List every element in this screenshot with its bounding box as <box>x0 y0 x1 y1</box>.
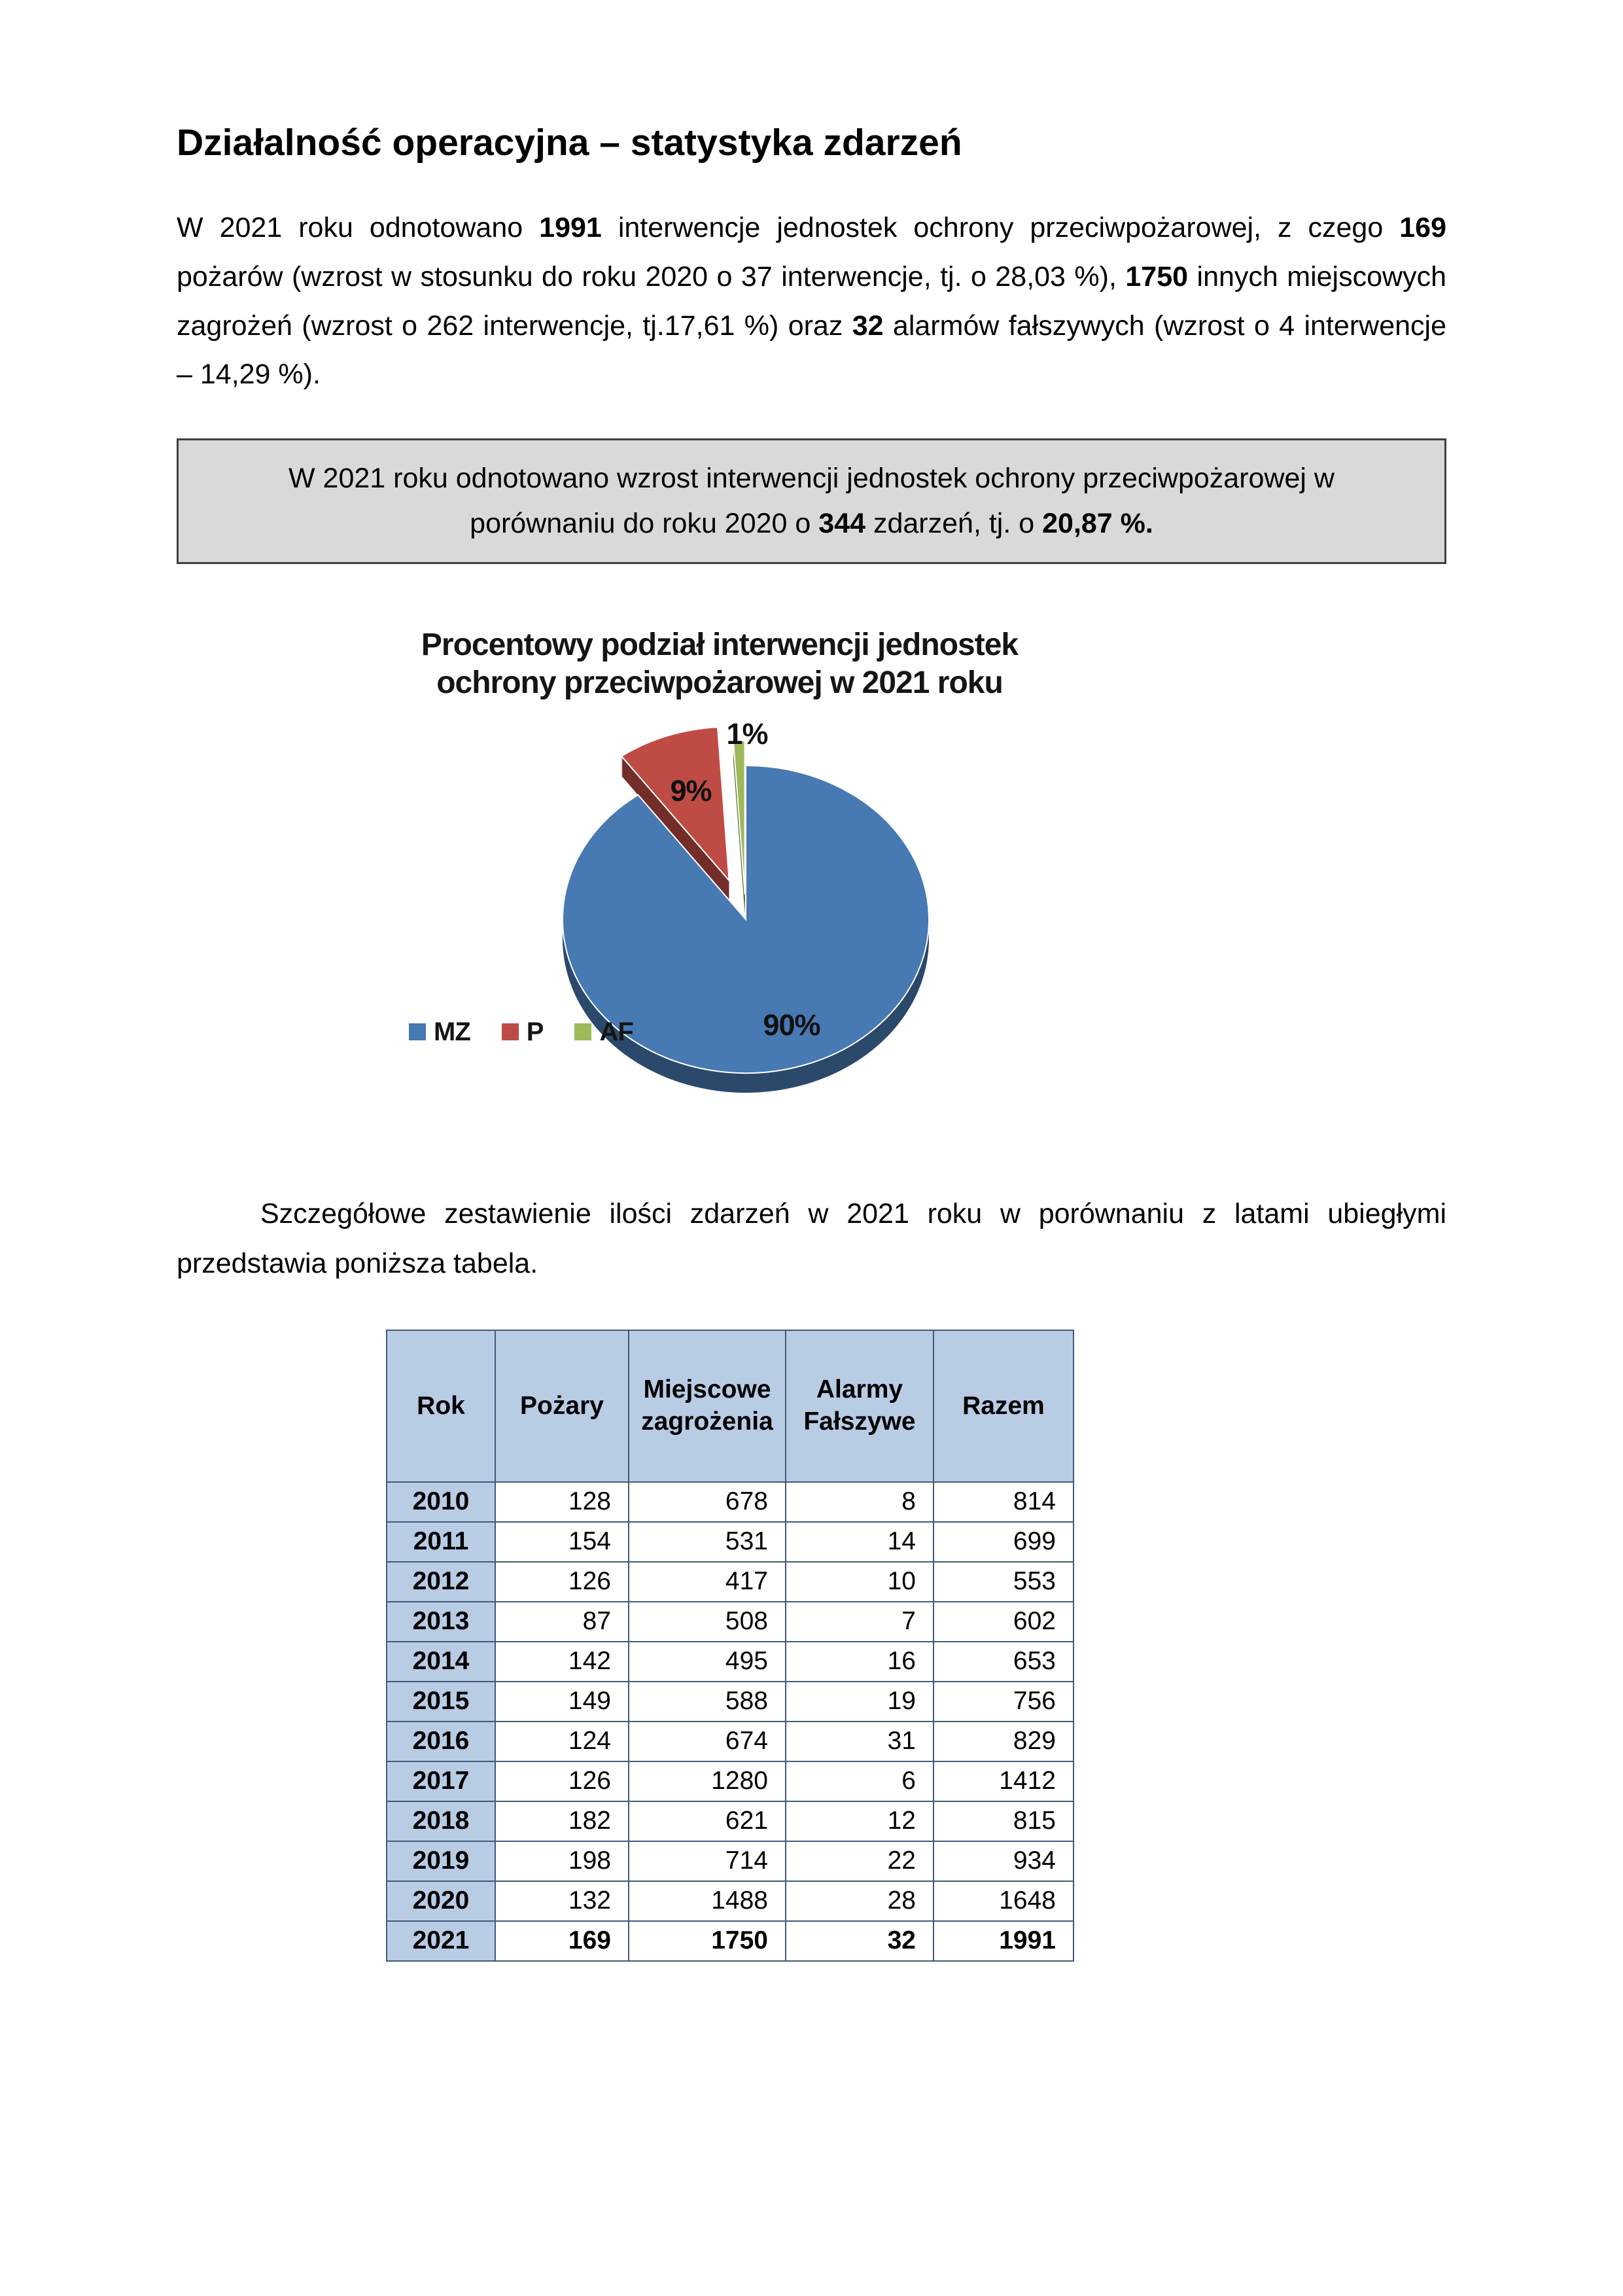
value-cell: 149 <box>495 1682 629 1722</box>
text-segment: W 2021 roku odnotowano wzrost interwencji jednostek ochrony przeciwpożarowej w porównaniu do roku 2020 o <box>288 463 1335 540</box>
chart-legend <box>409 1017 633 1047</box>
value-cell: 16 <box>786 1642 934 1682</box>
legend-swatch-icon <box>502 1023 519 1040</box>
text-segment: innych miejscowych zagrożeń (wzrost o 262 interwencje, tj.17,61 %) oraz <box>177 260 1446 342</box>
text-segment-bold: 169 <box>1399 212 1447 243</box>
pie-chart-block <box>177 626 1446 1163</box>
value-cell: 132 <box>495 1881 629 1921</box>
highlight-box <box>177 438 1446 564</box>
legend-swatch-icon <box>574 1023 591 1040</box>
value-cell: 714 <box>629 1841 786 1881</box>
value-cell: 756 <box>934 1682 1073 1722</box>
value-cell: 128 <box>495 1482 629 1522</box>
value-cell: 678 <box>629 1482 786 1522</box>
value-cell: 87 <box>495 1602 629 1642</box>
value-cell: 588 <box>629 1682 786 1722</box>
value-cell: 19 <box>786 1682 934 1722</box>
value-cell: 553 <box>934 1562 1073 1602</box>
header-cell: Miejscowe zagrożenia <box>629 1330 786 1482</box>
year-cell: 2015 <box>387 1682 495 1722</box>
legend-label: AF <box>599 1017 633 1046</box>
value-cell: 28 <box>786 1881 934 1921</box>
year-cell: 2016 <box>387 1722 495 1761</box>
page-title: Działalność operacyjna – statystyka zdarzeń <box>177 122 962 164</box>
value-cell: 8 <box>786 1482 934 1522</box>
legend-item-p <box>502 1017 544 1047</box>
year-cell: 2020 <box>387 1881 495 1921</box>
value-cell: 829 <box>934 1722 1073 1761</box>
value-cell: 1750 <box>629 1921 786 1961</box>
year-cell: 2021 <box>387 1921 495 1961</box>
year-cell: 2019 <box>387 1841 495 1881</box>
text-segment-bold: 344 <box>818 508 866 540</box>
pie-chart-svg <box>445 703 1034 1135</box>
pie-label-p: 9% <box>670 773 712 807</box>
text-segment-bold: 32 <box>852 309 884 342</box>
value-cell: 508 <box>629 1602 786 1642</box>
value-cell: 531 <box>629 1522 786 1562</box>
table-row <box>387 1761 1073 1801</box>
value-cell: 14 <box>786 1522 934 1562</box>
header-cell: Razem <box>934 1330 1073 1482</box>
year-cell: 2017 <box>387 1761 495 1801</box>
legend-item-mz <box>409 1017 470 1047</box>
value-cell: 1648 <box>934 1881 1073 1921</box>
table-row <box>387 1482 1073 1522</box>
value-cell: 495 <box>629 1642 786 1682</box>
value-cell: 1991 <box>934 1921 1073 1961</box>
value-cell: 6 <box>786 1761 934 1801</box>
text-segment: alarmów fałszywych (wzrost o 4 interwencje – 14,29 %). <box>177 309 1446 391</box>
value-cell: 126 <box>495 1562 629 1602</box>
value-cell: 22 <box>786 1841 934 1881</box>
table-row <box>387 1841 1073 1881</box>
table-intro-paragraph: Szczegółowe zestawienie ilości zdarzeń w 2021 roku w porównaniu z latami ubiegłymi przedstawia poniższa tabela. <box>177 1197 1446 1280</box>
pie-label-af: 1% <box>726 716 768 751</box>
table-row <box>387 1562 1073 1602</box>
value-cell: 674 <box>629 1722 786 1761</box>
year-cell: 2010 <box>387 1482 495 1522</box>
value-cell: 10 <box>786 1562 934 1602</box>
value-cell: 934 <box>934 1841 1073 1881</box>
year-cell: 2013 <box>387 1602 495 1642</box>
table-row <box>387 1682 1073 1722</box>
header-cell: Alarmy Fałszywe <box>786 1330 934 1482</box>
value-cell: 124 <box>495 1722 629 1761</box>
year-cell: 2012 <box>387 1562 495 1602</box>
chart-title-line2: ochrony przeciwpożarowej w 2021 roku <box>436 665 1003 701</box>
value-cell: 1280 <box>629 1761 786 1801</box>
stats-table <box>386 1330 1074 1962</box>
value-cell: 1412 <box>934 1761 1073 1801</box>
table-row <box>387 1801 1073 1841</box>
value-cell: 154 <box>495 1522 629 1562</box>
value-cell: 198 <box>495 1841 629 1881</box>
value-cell: 602 <box>934 1602 1073 1642</box>
table-row <box>387 1921 1073 1961</box>
table-row <box>387 1522 1073 1562</box>
value-cell: 815 <box>934 1801 1073 1841</box>
value-cell: 699 <box>934 1522 1073 1562</box>
text-segment: W 2021 roku odnotowano <box>177 212 540 243</box>
text-segment: zdarzeń, tj. o <box>865 508 1043 540</box>
pie-slice-af <box>733 741 745 894</box>
legend-label: MZ <box>434 1017 470 1046</box>
value-cell: 417 <box>629 1562 786 1602</box>
table-row <box>387 1722 1073 1761</box>
value-cell: 142 <box>495 1642 629 1682</box>
value-cell: 182 <box>495 1801 629 1841</box>
text-segment-bold: 20,87 %. <box>1042 508 1153 540</box>
table-row <box>387 1881 1073 1921</box>
intro-paragraph <box>177 203 1446 399</box>
year-cell: 2018 <box>387 1801 495 1841</box>
header-cell: Rok <box>387 1330 495 1482</box>
value-cell: 169 <box>495 1921 629 1961</box>
chart-title-line1: Procentowy podział interwencji jednostek <box>421 627 1019 662</box>
stats-table-header-row <box>387 1330 1073 1482</box>
value-cell: 621 <box>629 1801 786 1841</box>
chart-title <box>177 626 1263 703</box>
legend-swatch-icon <box>409 1023 426 1040</box>
value-cell: 1488 <box>629 1881 786 1921</box>
value-cell: 32 <box>786 1921 934 1961</box>
value-cell: 814 <box>934 1482 1073 1522</box>
value-cell: 653 <box>934 1642 1073 1682</box>
value-cell: 31 <box>786 1722 934 1761</box>
text-segment-bold: 1750 <box>1125 260 1189 292</box>
table-row <box>387 1642 1073 1682</box>
header-cell: Pożary <box>495 1330 629 1482</box>
legend-label: P <box>526 1017 544 1046</box>
text-segment: interwencje jednostek ochrony przeciwpożarowej, z czego <box>601 212 1400 243</box>
year-cell: 2014 <box>387 1642 495 1682</box>
value-cell: 12 <box>786 1801 934 1841</box>
table-row <box>387 1602 1073 1642</box>
legend-item-af <box>574 1017 633 1047</box>
year-cell: 2011 <box>387 1522 495 1562</box>
value-cell: 126 <box>495 1761 629 1801</box>
value-cell: 7 <box>786 1602 934 1642</box>
pie-label-mz: 90% <box>763 1008 820 1042</box>
text-segment-bold: 1991 <box>539 212 602 243</box>
text-segment: pożarów (wzrost w stosunku do roku 2020 o 37 interwencje, tj. o 28,03 %), <box>177 260 1126 292</box>
stats-table-body <box>387 1482 1073 1961</box>
